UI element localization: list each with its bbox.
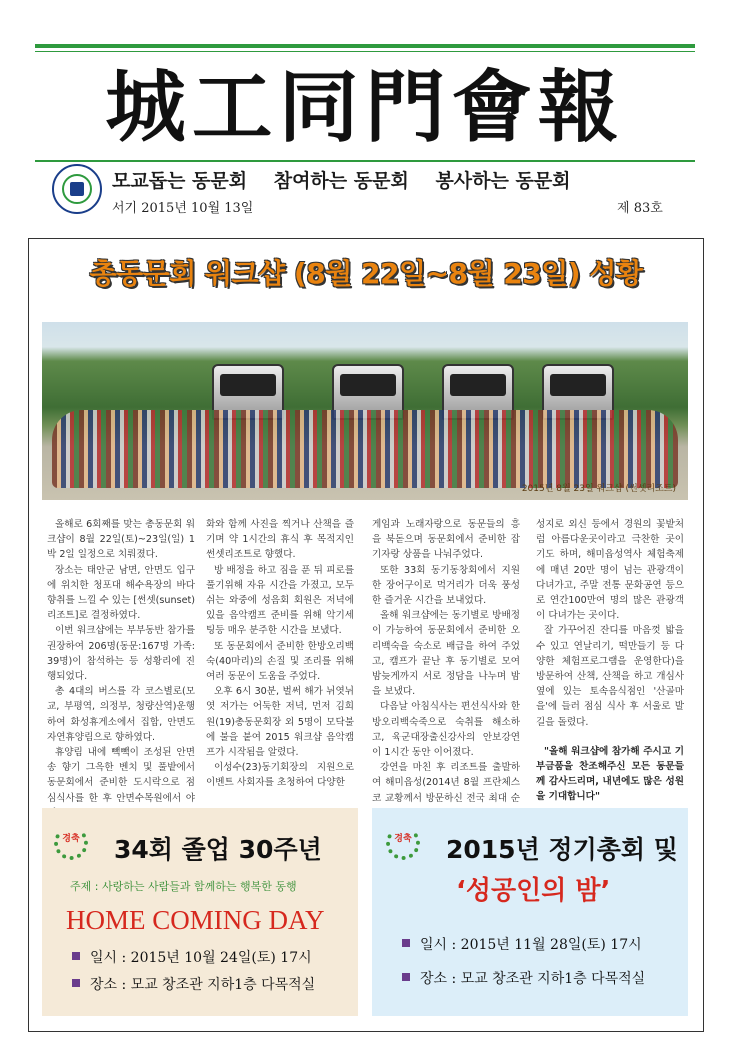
paragraph: 강연을 마친 후 리조트를 출발하여 해미읍성(2014년 8월 프란체스코 교황께서 방문하신 전국 최대 순 [372,762,520,804]
photo-caption: 2015년 8월 23일 워크샵 (썬셋리조트) [521,484,676,494]
bullet-icon [72,952,80,960]
group-photo [42,322,688,500]
event-place [402,968,645,988]
slogan [112,166,591,193]
masthead-title: 城工同門會報 [105,62,625,153]
event-title: 2015년 정기총회 및 [446,835,678,864]
school-seal-logo [52,164,102,214]
event-date-text: 일시 : 2015년 11월 28일(토) 17시 [420,937,642,953]
article-column-4 [536,517,684,805]
paragraph: 이성수(23)동기회장의 지원으로 이벤트 사회자를 초청하여 다양한 [206,762,354,789]
event-box-homecoming [42,808,358,1016]
paragraph: 잘 가꾸어진 잔디를 마음껏 밟을 수 있고 연날리기, 떡만들기 등 다양한 체험프로그램을 운영한다)을 방문하여 산책, 산책을 하고 개심사 옆에 있는 토속음식점인 '산골마을'에 들러 점심 식사 후 서울로 발길을 돌렸다. [536,625,684,728]
paragraph: 올해 워크샵에는 동기별로 방배정이 가능하여 동문회에서 준비한 오리백숙을 숙소로 배급을 하여 주었고, 캠프가 끝난 후 동기별로 모여 밤늦게까지 서로 정담을 나누며 밤을 보냈다. [372,610,520,698]
event-date-text: 일시 : 2015년 10월 24일(토) 17시 [90,950,312,966]
event-date [72,947,312,967]
slogan-2: 참여하는 동문회 [273,170,409,192]
paragraph: 방 배정을 하고 짐을 푼 뒤 피로를 풀기위해 자유 시간을 가졌고, 모두 쉬는 와중에 성음회 회원은 저녁에 있을 음악캠프 준비를 위해 악기세팅등 매우 분주한 시간을 보냈다. [206,564,354,637]
slogan-3: 봉사하는 동문회 [435,170,571,192]
paragraph: 게임과 노래자랑으로 동문들의 흥을 북돋으며 동문회에서 준비한 잡기자랑 상품을 나눠주었다. [372,519,520,561]
bullet-icon [72,979,80,987]
masthead-rule [35,160,695,162]
paragraph: 장소는 태안군 남면, 안면도 입구에 위치한 청포대 해수욕장의 바다향취를 느낄 수 있는 [썬셋(sunset)리조트]로 결정하였다. [47,564,195,622]
bullet-icon [402,973,410,981]
article-column-1 [47,517,195,821]
event-place-text: 장소 : 모교 창조관 지하1층 다목적실 [420,971,646,987]
event-theme: 주제 : 사랑하는 사람들과 함께하는 행복한 동행 [70,880,297,893]
paragraph: 또 동문회에서 준비한 한방오리백숙(40마리)의 손질 및 조리를 위해 여러 동문이 도움을 주었다. [206,640,354,683]
event-banner: HOME COMING DAY [66,905,325,935]
event-place [72,974,315,994]
crowd-of-people [52,410,678,488]
congratulations-wreath-icon [54,822,88,862]
paragraph: 다음날 아침식사는 편선식사와 한방오리백숙죽으로 숙취를 해소하고, 육군대장출신강사의 안보강연이 1시간 동안 이어졌다. [372,701,520,759]
paragraph: 휴양림 내에 빽빽이 조성된 안면송 향기 그윽한 벤치 및 풀밭에서 동문회에서 준비한 도시락으로 점심식사를 한 후 안면수목원에서 야 [47,747,195,804]
event-title: 34회 졸업 30주년 [114,835,322,864]
top-rule-thick [35,44,695,48]
top-rule-thin [35,51,695,52]
badge-text: 경축 [62,834,80,844]
event-banner: ‘성공인의 밤’ [456,876,611,906]
paragraph: 성지로 외신 등에서 경원의 꽃밭처럼 아름다운곳이라고 극찬한 곳이기도 하며, 해미읍성역사 체험축제에 매년 20만 명이 넘는 관광객이 다녀가고, 주말 전통 문화공연 등으로 연간100만여 명의 많은 관광객이 다녀가는 곳이다. [536,519,684,622]
paragraph: 또한 33회 동기동창회에서 지원한 장어구이로 먹거리가 더욱 풍성한 즐거운 시간을 보내었다. [372,564,520,607]
issue-date: 서기 2015년 10월 13일 [112,201,254,216]
congratulations-wreath-icon [386,822,420,862]
article-column-2 [206,517,354,791]
paragraph: 오후 6시 30분, 벌써 해가 뉘엿뉘엿 저가는 어둑한 저녁, 먼저 김희원(19)총동문회장 외 5명이 모닥불에 불을 붙여 2015 워크샵 음악캠프가 시작됨을 알렸다. [206,686,354,759]
paragraph: 총 4대의 버스를 각 코스별로(모교, 부평역, 의정부, 청량산역)운행하여 화성휴게소에서 집합, 안면도 자연휴양림으로 향하였다. [47,686,195,743]
bullet-icon [402,939,410,947]
paragraph: 이번 워크샵에는 부부동반 참가를 권장하여 206명(동문:167명 가족:39명)이 참석하는 등 성황리에 진행되었다. [47,625,195,683]
paragraph: 올해로 6회째를 맞는 총동문회 워크샵이 8월 22일(토)~23일(일) 1박 2일 일정으로 치뤄졌다. [47,519,195,561]
event-box-general-meeting [372,808,688,1016]
event-place-text: 장소 : 모교 창조관 지하1층 다목적실 [90,977,316,993]
badge-text: 경축 [394,834,412,844]
slogan-1: 모교돕는 동문회 [112,170,248,192]
article-column-3 [372,517,520,821]
event-date [402,934,642,954]
closing-quote: "올해 워크샵에 참가해 주시고 기부금품을 찬조해주신 모든 동문들께 감사드리며, 내년에도 많은 성원을 기대합니다" [536,745,684,803]
paragraph: 화와 함께 사진을 찍거나 산책을 즐기며 약 1시간의 휴식 후 목적지인 썬셋리조트로 향했다. [206,519,354,561]
issue-number: 제 83호 [617,201,663,216]
headline: 총동문회 워크샵 (8월 22일~8월 23일) 성황 [89,257,643,290]
